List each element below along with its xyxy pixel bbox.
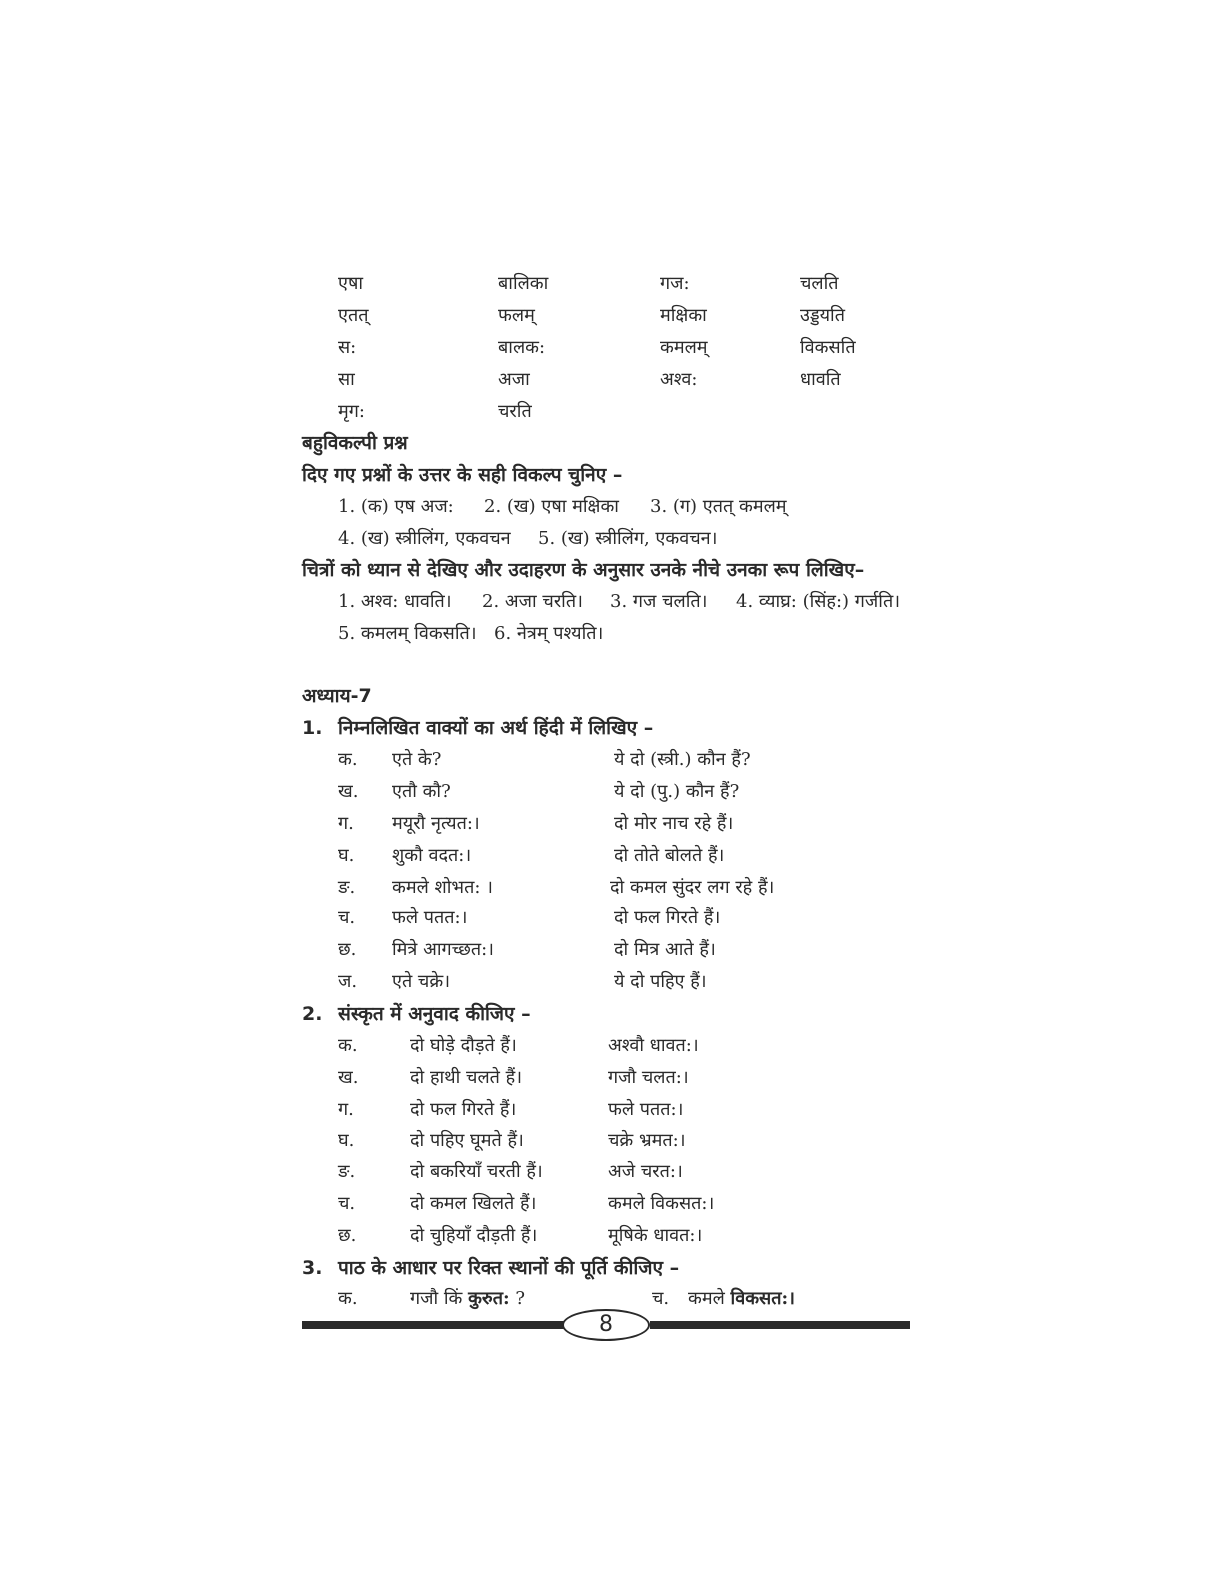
row-label: ङ. bbox=[338, 1161, 356, 1182]
sanskrit-text: मयूरौ नृत्यत:। bbox=[392, 813, 480, 834]
word-cell: अश्व: bbox=[660, 369, 698, 390]
sanskrit-text: एतौ कौ? bbox=[392, 781, 451, 802]
sanskrit-text: फले पतत:। bbox=[392, 907, 468, 928]
fill-text: गजौ किं bbox=[410, 1288, 463, 1309]
fill-text: कमले bbox=[688, 1288, 725, 1309]
word-cell: अजा bbox=[498, 369, 530, 390]
row-label: ख. bbox=[338, 1067, 359, 1088]
mcq-instruction: दिए गए प्रश्नों के उत्तर के सही विकल्प चुनिए – bbox=[302, 464, 623, 486]
word-cell: मक्षिका bbox=[660, 305, 707, 326]
row-label: ख. bbox=[338, 781, 359, 802]
hindi-text: दो कमल खिलते हैं। bbox=[410, 1193, 537, 1214]
word-cell: स: bbox=[338, 337, 357, 358]
row-label: च. bbox=[652, 1288, 670, 1309]
sanskrit-text: शुकौ वदत:। bbox=[392, 845, 472, 866]
sanskrit-text: एते चक्रे। bbox=[392, 971, 451, 992]
hindi-text: दो चुहियाँ दौड़ती हैं। bbox=[410, 1225, 538, 1246]
footer-rule-left bbox=[302, 1321, 564, 1329]
row-label: ग. bbox=[338, 813, 354, 834]
word-cell: उड्डयति bbox=[800, 305, 845, 326]
sanskrit-text: फले पतत:। bbox=[608, 1099, 684, 1120]
question-title: निम्नलिखित वाक्यों का अर्थ हिंदी में लिखिए – bbox=[338, 717, 654, 739]
mcq-heading: बहुविकल्पी प्रश्न bbox=[302, 432, 408, 454]
question-number: 3. bbox=[302, 1257, 323, 1279]
hindi-text: दो तोते बोलते हैं। bbox=[614, 845, 725, 866]
picture-answer: 6. नेत्रम् पश्यति। bbox=[494, 623, 604, 644]
fill-answer: विकसत:। bbox=[730, 1288, 795, 1309]
row-label: छ. bbox=[338, 939, 357, 960]
footer-rule-right bbox=[650, 1321, 910, 1329]
mcq-answer: 3. (ग) एतत् कमलम् bbox=[650, 496, 787, 517]
word-cell: एतत् bbox=[338, 305, 369, 326]
picture-answer: 2. अजा चरति। bbox=[482, 591, 583, 612]
sanskrit-text: मूषिके धावत:। bbox=[608, 1225, 703, 1246]
row-label: छ. bbox=[338, 1225, 357, 1246]
word-cell: फलम् bbox=[498, 305, 535, 326]
row-label: ग. bbox=[338, 1099, 354, 1120]
hindi-text: दो कमल सुंदर लग रहे हैं। bbox=[610, 877, 775, 898]
word-cell: एषा bbox=[338, 273, 364, 294]
picture-answer: 1. अश्व: धावति। bbox=[338, 591, 452, 612]
hindi-text: दो मित्र आते हैं। bbox=[614, 939, 716, 960]
row-label: च. bbox=[338, 1193, 356, 1214]
sanskrit-text: चक्रे भ्रमत:। bbox=[608, 1130, 686, 1151]
sanskrit-text: अश्वौ धावत:। bbox=[608, 1035, 699, 1056]
sanskrit-text: एते के? bbox=[392, 749, 442, 770]
hindi-text: दो घोड़े दौड़ते हैं। bbox=[410, 1035, 517, 1056]
row-label: घ. bbox=[338, 845, 355, 866]
mcq-answer: 5. (ख) स्त्रीलिंग, एकवचन। bbox=[538, 528, 718, 549]
word-cell: सा bbox=[338, 369, 355, 390]
word-cell: चरति bbox=[498, 401, 532, 422]
fill-end: ? bbox=[515, 1288, 525, 1309]
page-number: 8 bbox=[562, 1309, 650, 1341]
word-cell: विकसति bbox=[800, 337, 856, 358]
question-title: पाठ के आधार पर रिक्त स्थानों की पूर्ति कीजिए – bbox=[338, 1257, 680, 1279]
sanskrit-text: कमले शोभत: । bbox=[392, 877, 493, 898]
pictures-instruction: चित्रों को ध्यान से देखिए और उदाहरण के अनुसार उनके नीचे उनका रूप लिखिए– bbox=[302, 559, 865, 581]
mcq-answer: 4. (ख) स्त्रीलिंग, एकवचन bbox=[338, 528, 511, 549]
hindi-text: ये दो (पु.) कौन हैं? bbox=[614, 781, 740, 802]
word-cell: कमलम् bbox=[660, 337, 708, 358]
question-number: 2. bbox=[302, 1003, 323, 1025]
question-title: संस्कृत में अनुवाद कीजिए – bbox=[338, 1003, 531, 1025]
fill-answer: कुरुत: bbox=[468, 1288, 510, 1309]
sanskrit-text: अजे चरत:। bbox=[608, 1161, 683, 1182]
fill-blank-a bbox=[410, 1287, 525, 1311]
question-number: 1. bbox=[302, 717, 323, 739]
word-cell: चलति bbox=[800, 273, 839, 294]
row-label: ङ. bbox=[338, 877, 356, 898]
mcq-answer: 1. (क) एष अज: bbox=[338, 496, 454, 517]
fill-blank-b bbox=[688, 1287, 795, 1311]
chapter-heading: अध्याय-7 bbox=[302, 685, 372, 707]
sanskrit-text: कमले विकसत:। bbox=[608, 1193, 715, 1214]
word-cell: बालिका bbox=[498, 273, 549, 294]
picture-answer: 4. व्याघ्र: (सिंह:) गर्जति। bbox=[736, 591, 901, 612]
row-label: घ. bbox=[338, 1130, 355, 1151]
hindi-text: दो हाथी चलते हैं। bbox=[410, 1067, 523, 1088]
word-cell: गज: bbox=[660, 273, 690, 294]
picture-answer: 5. कमलम् विकसति। bbox=[338, 623, 477, 644]
hindi-text: दो फल गिरते हैं। bbox=[614, 907, 721, 928]
row-label: च. bbox=[338, 907, 356, 928]
row-label: ज. bbox=[338, 971, 358, 992]
hindi-text: दो फल गिरते हैं। bbox=[410, 1099, 517, 1120]
hindi-text: दो बकरियाँ चरती हैं। bbox=[410, 1161, 543, 1182]
sanskrit-text: मित्रे आगच्छत:। bbox=[392, 939, 495, 960]
hindi-text: दो पहिए घूमते हैं। bbox=[410, 1130, 524, 1151]
row-label: क. bbox=[338, 1288, 358, 1309]
word-cell: धावति bbox=[800, 369, 841, 390]
word-cell: बालक: bbox=[498, 337, 546, 358]
row-label: क. bbox=[338, 1035, 358, 1056]
sanskrit-text: गजौ चलत:। bbox=[608, 1067, 689, 1088]
mcq-answer: 2. (ख) एषा मक्षिका bbox=[484, 496, 619, 517]
picture-answer: 3. गज चलति। bbox=[610, 591, 708, 612]
word-cell: मृग: bbox=[338, 401, 365, 422]
row-label: क. bbox=[338, 749, 358, 770]
hindi-text: ये दो पहिए हैं। bbox=[614, 971, 707, 992]
hindi-text: ये दो (स्त्री.) कौन हैं? bbox=[614, 749, 751, 770]
hindi-text: दो मोर नाच रहे हैं। bbox=[614, 813, 734, 834]
